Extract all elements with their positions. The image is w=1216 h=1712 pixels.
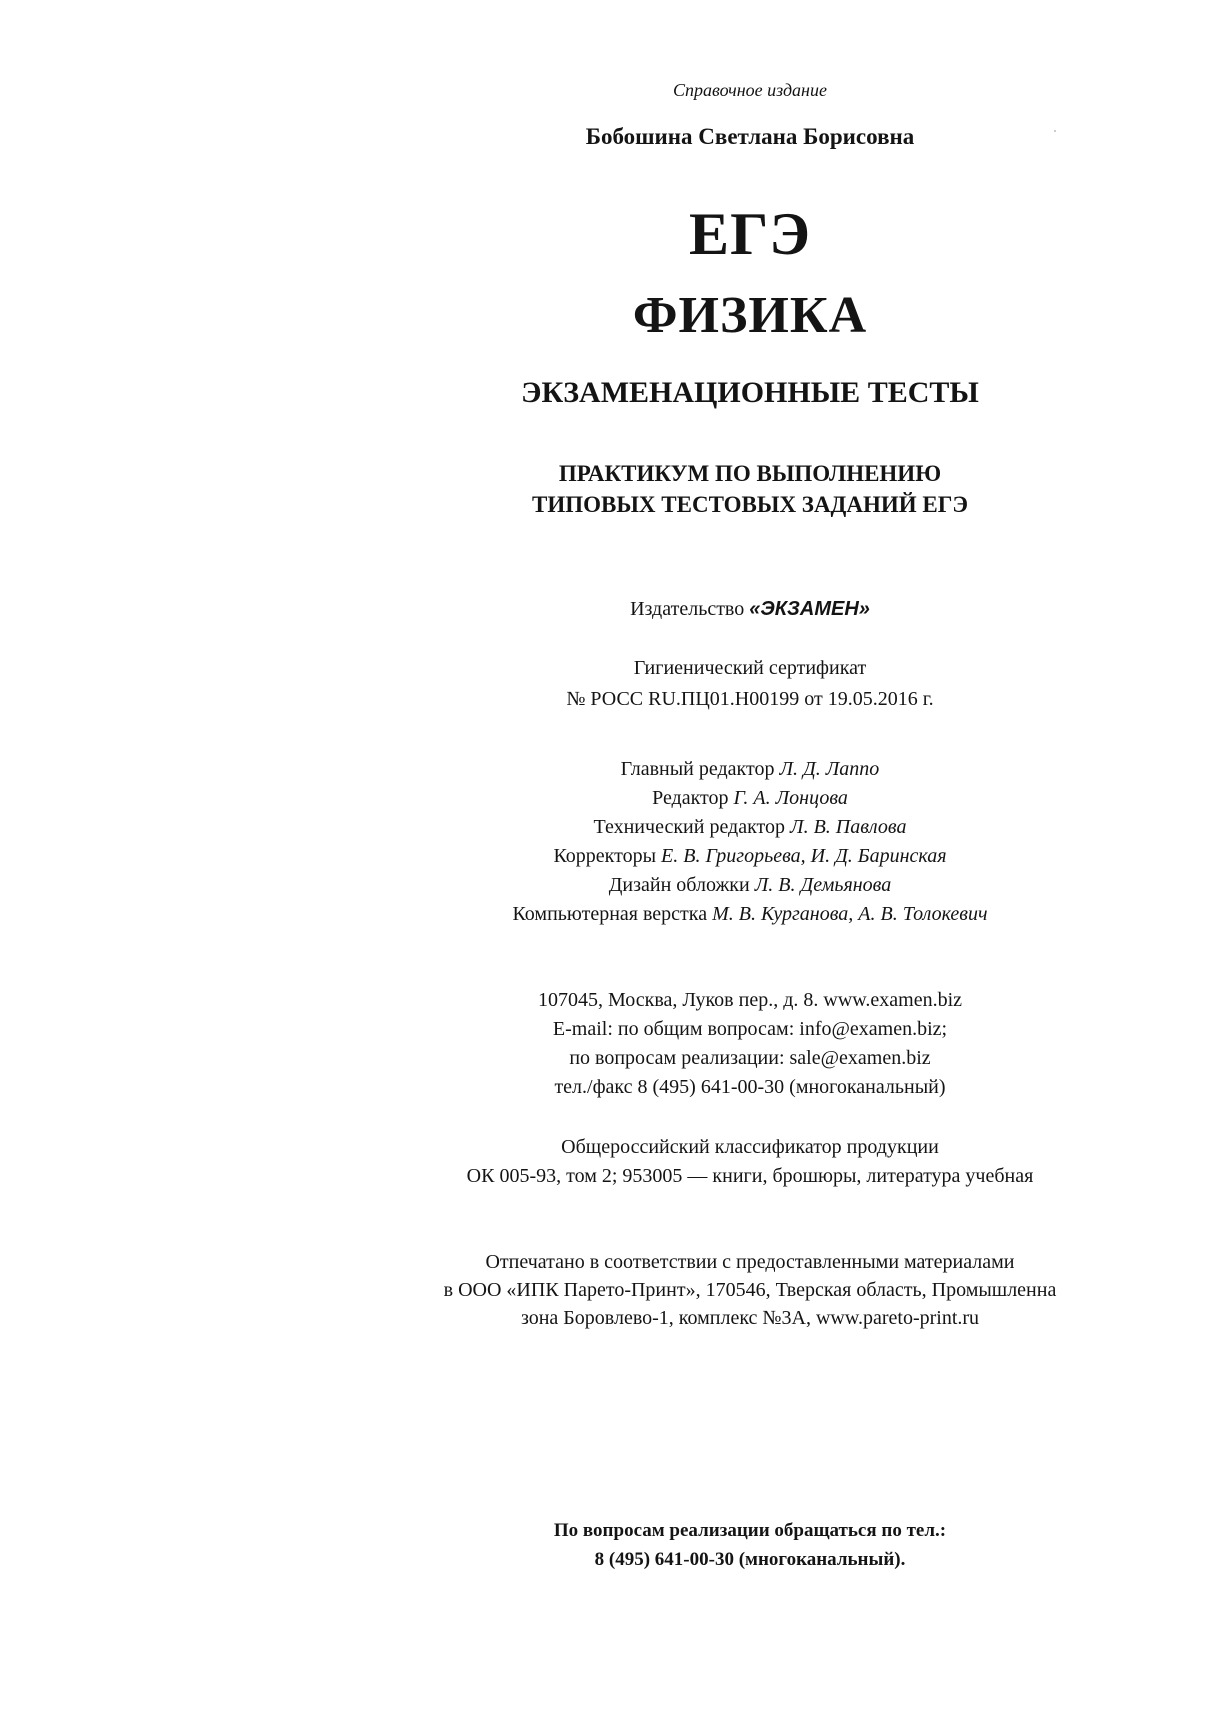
editor-credit	[340, 900, 1160, 929]
editor-credit	[340, 842, 1160, 871]
sales-line: 8 (495) 641-00-30 (многоканальный).	[594, 1549, 906, 1570]
classifier-line: Общероссийский классификатор продукции	[561, 1136, 939, 1158]
publisher-contacts	[340, 986, 1160, 1102]
editor-credit	[340, 784, 1160, 813]
hygiene-certificate	[340, 653, 1160, 715]
printing-info	[340, 1248, 1160, 1332]
sales-line: По вопросам реализации обращаться по тел.:	[553, 1520, 947, 1541]
email-line: E-mail: по общим вопросам: info@examen.biz;	[552, 1018, 948, 1040]
editor-credit	[340, 871, 1160, 900]
book-title: ЕГЭ	[689, 201, 811, 267]
sales-contact	[340, 1516, 1160, 1574]
scan-speck	[1054, 130, 1056, 132]
editor-role: Главный редактор	[620, 758, 775, 780]
printing-line: зона Боровлево-1, комплекс №3А, www.pareto-print.ru	[520, 1307, 980, 1329]
editor-credit	[340, 755, 1160, 784]
editor-role: Компьютерная верстка	[512, 903, 708, 925]
product-classifier	[340, 1133, 1160, 1191]
publisher-label: Издательство	[630, 598, 745, 620]
editor-names: Е. В. Григорьева, И. Д. Баринская	[661, 845, 947, 867]
printing-line: Отпечатано в соответствии с предоставленными материалами	[485, 1251, 1015, 1273]
subject-title: ФИЗИКА	[632, 287, 868, 344]
certificate-line: № РОСС RU.ПЦ01.Н00199 от 19.05.2016 г.	[566, 688, 934, 710]
editor-credit	[340, 813, 1160, 842]
workshop-heading	[340, 458, 1160, 520]
series-label: Справочное издание	[673, 80, 827, 100]
phone-line: тел./факс 8 (495) 641-00-30 (многоканальный)	[554, 1076, 946, 1098]
certificate-line: Гигиенический сертификат	[633, 657, 867, 679]
editor-names: М. В. Курганова, А. В. Толокевич	[712, 903, 988, 925]
editor-role: Дизайн обложки	[608, 874, 750, 896]
editors-list	[340, 755, 1160, 929]
editor-names: Г. А. Лонцова	[733, 787, 848, 809]
author-name: Бобошина Светлана Борисовна	[585, 124, 915, 149]
publisher-name: «ЭКЗАМЕН»	[749, 598, 870, 620]
editor-role: Редактор	[652, 787, 729, 809]
address-line: 107045, Москва, Луков пер., д. 8. www.examen.biz	[537, 989, 963, 1011]
publisher-line	[340, 598, 1160, 621]
editor-names: Л. Д. Лаппо	[779, 758, 880, 780]
editor-role: Технический редактор	[593, 816, 786, 838]
subtitle: ЭКЗАМЕНАЦИОННЫЕ ТЕСТЫ	[521, 376, 979, 409]
workshop-line: ПРАКТИКУМ ПО ВЫПОЛНЕНИЮ	[558, 461, 942, 486]
editor-names: Л. В. Павлова	[790, 816, 907, 838]
printing-line: в ООО «ИПК Парето-Принт», 170546, Тверская область, Промышленна	[443, 1279, 1057, 1301]
editor-names: Л. В. Демьянова	[754, 874, 892, 896]
editor-role: Корректоры	[553, 845, 657, 867]
workshop-line: ТИПОВЫХ ТЕСТОВЫХ ЗАДАНИЙ ЕГЭ	[532, 492, 968, 517]
sales-email-line: по вопросам реализации: sale@examen.biz	[569, 1047, 931, 1069]
classifier-line: ОК 005-93, том 2; 953005 — книги, брошюры, литература учебная	[466, 1165, 1034, 1187]
